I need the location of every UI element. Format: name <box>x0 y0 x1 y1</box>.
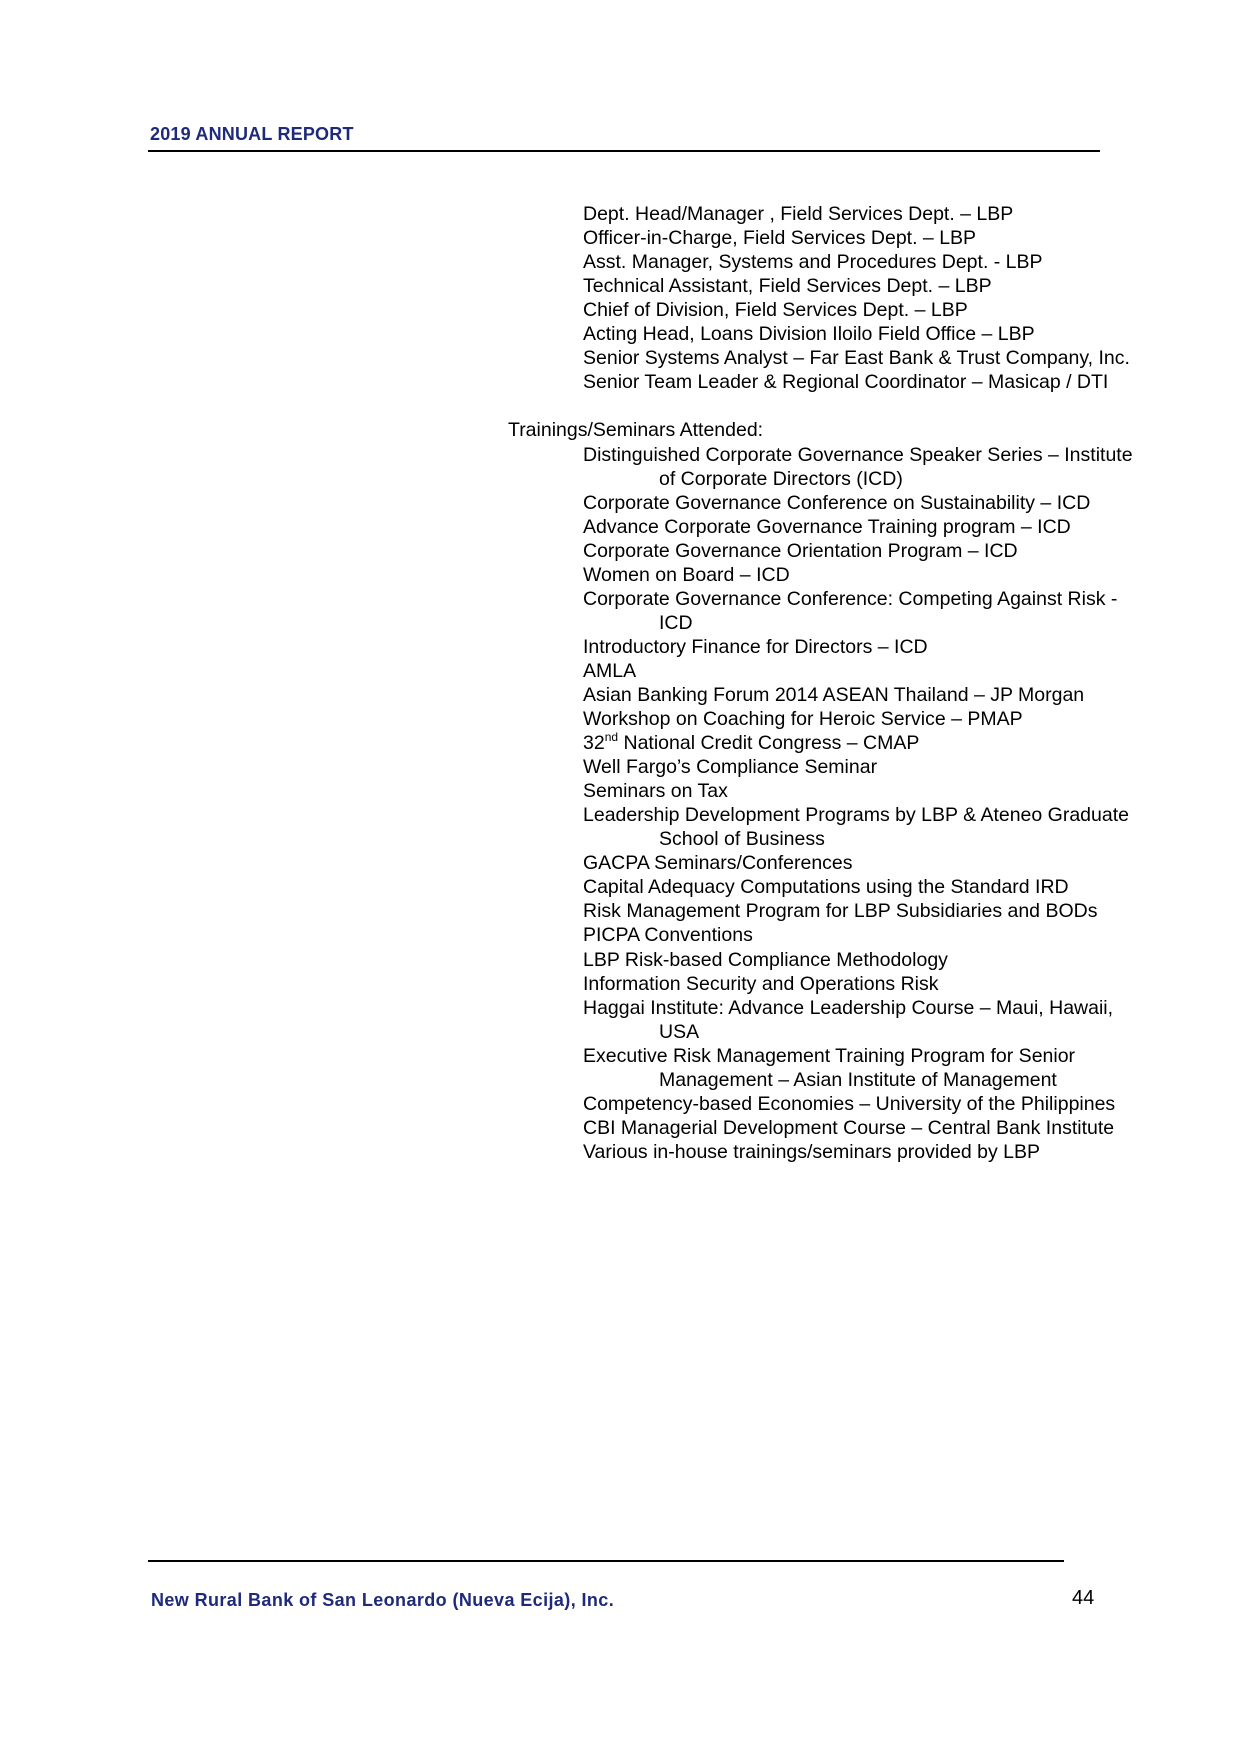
training-item: Capital Adequacy Computations using the Standard IRD <box>583 876 1069 898</box>
ordinal-suffix: nd <box>604 729 619 744</box>
header-divider <box>148 150 1100 152</box>
training-item: AMLA <box>583 660 637 682</box>
training-item-continuation: Management – Asian Institute of Management <box>659 1069 1057 1091</box>
position-item: Technical Assistant, Field Services Dept. – LBP <box>583 275 992 297</box>
training-item-continuation: School of Business <box>659 828 825 850</box>
training-item: Competency-based Economies – University of the Philippines <box>583 1093 1116 1115</box>
training-item: Risk Management Program for LBP Subsidiaries and BODs <box>583 900 1098 922</box>
training-item: Leadership Development Programs by LBP & Ateneo Graduate <box>583 804 1129 826</box>
training-item-text: 32 <box>583 732 605 754</box>
training-item: Introductory Finance for Directors – ICD <box>583 636 928 658</box>
position-item: Acting Head, Loans Division Iloilo Field Office – LBP <box>583 323 1035 345</box>
training-item: Well Fargo’s Compliance Seminar <box>583 756 878 778</box>
training-item: PICPA Conventions <box>583 924 753 946</box>
position-item: Asst. Manager, Systems and Procedures Dept. - LBP <box>583 251 1043 273</box>
training-item-continuation: of Corporate Directors (ICD) <box>659 468 903 490</box>
training-item: Haggai Institute: Advance Leadership Course – Maui, Hawaii, <box>583 997 1114 1019</box>
training-item: Asian Banking Forum 2014 ASEAN Thailand – JP Morgan <box>583 684 1085 706</box>
training-item: Seminars on Tax <box>583 780 728 802</box>
training-item: Corporate Governance Orientation Program – ICD <box>583 540 1018 562</box>
trainings-heading: Trainings/Seminars Attended: <box>508 419 764 441</box>
report-header-title: 2019 ANNUAL REPORT <box>150 124 354 144</box>
training-item: Distinguished Corporate Governance Speaker Series – Institute <box>583 444 1133 466</box>
position-item: Senior Systems Analyst – Far East Bank & Trust Company, Inc. <box>583 347 1130 369</box>
page-number: 44 <box>1072 1587 1095 1609</box>
training-item: CBI Managerial Development Course – Central Bank Institute <box>583 1117 1115 1139</box>
position-item: Senior Team Leader & Regional Coordinator – Masicap / DTI <box>583 371 1109 393</box>
training-item: Workshop on Coaching for Heroic Service – PMAP <box>583 708 1023 730</box>
training-item: GACPA Seminars/Conferences <box>583 852 853 874</box>
training-item: Advance Corporate Governance Training program – ICD <box>583 516 1071 538</box>
training-item-text-rest: National Credit Congress – CMAP <box>618 732 920 754</box>
training-item: Corporate Governance Conference: Competing Against Risk - <box>583 588 1118 610</box>
position-item: Officer-in-Charge, Field Services Dept. – LBP <box>583 227 977 249</box>
footer-divider <box>148 1560 1064 1562</box>
training-item-continuation: ICD <box>659 612 693 634</box>
training-item: Executive Risk Management Training Program for Senior <box>583 1045 1076 1067</box>
training-item-continuation: USA <box>659 1021 700 1043</box>
position-item: Dept. Head/Manager , Field Services Dept. – LBP <box>583 203 1014 225</box>
training-item: LBP Risk-based Compliance Methodology <box>583 949 948 971</box>
footer-organization-name: New Rural Bank of San Leonardo (Nueva Ecija), Inc. <box>151 1590 615 1610</box>
training-item: Various in-house trainings/seminars provided by LBP <box>583 1141 1041 1163</box>
training-item <box>583 731 919 755</box>
training-item: Women on Board – ICD <box>583 564 790 586</box>
position-item: Chief of Division, Field Services Dept. – LBP <box>583 299 968 321</box>
training-item: Information Security and Operations Risk <box>583 973 939 995</box>
training-item: Corporate Governance Conference on Sustainability – ICD <box>583 492 1091 514</box>
